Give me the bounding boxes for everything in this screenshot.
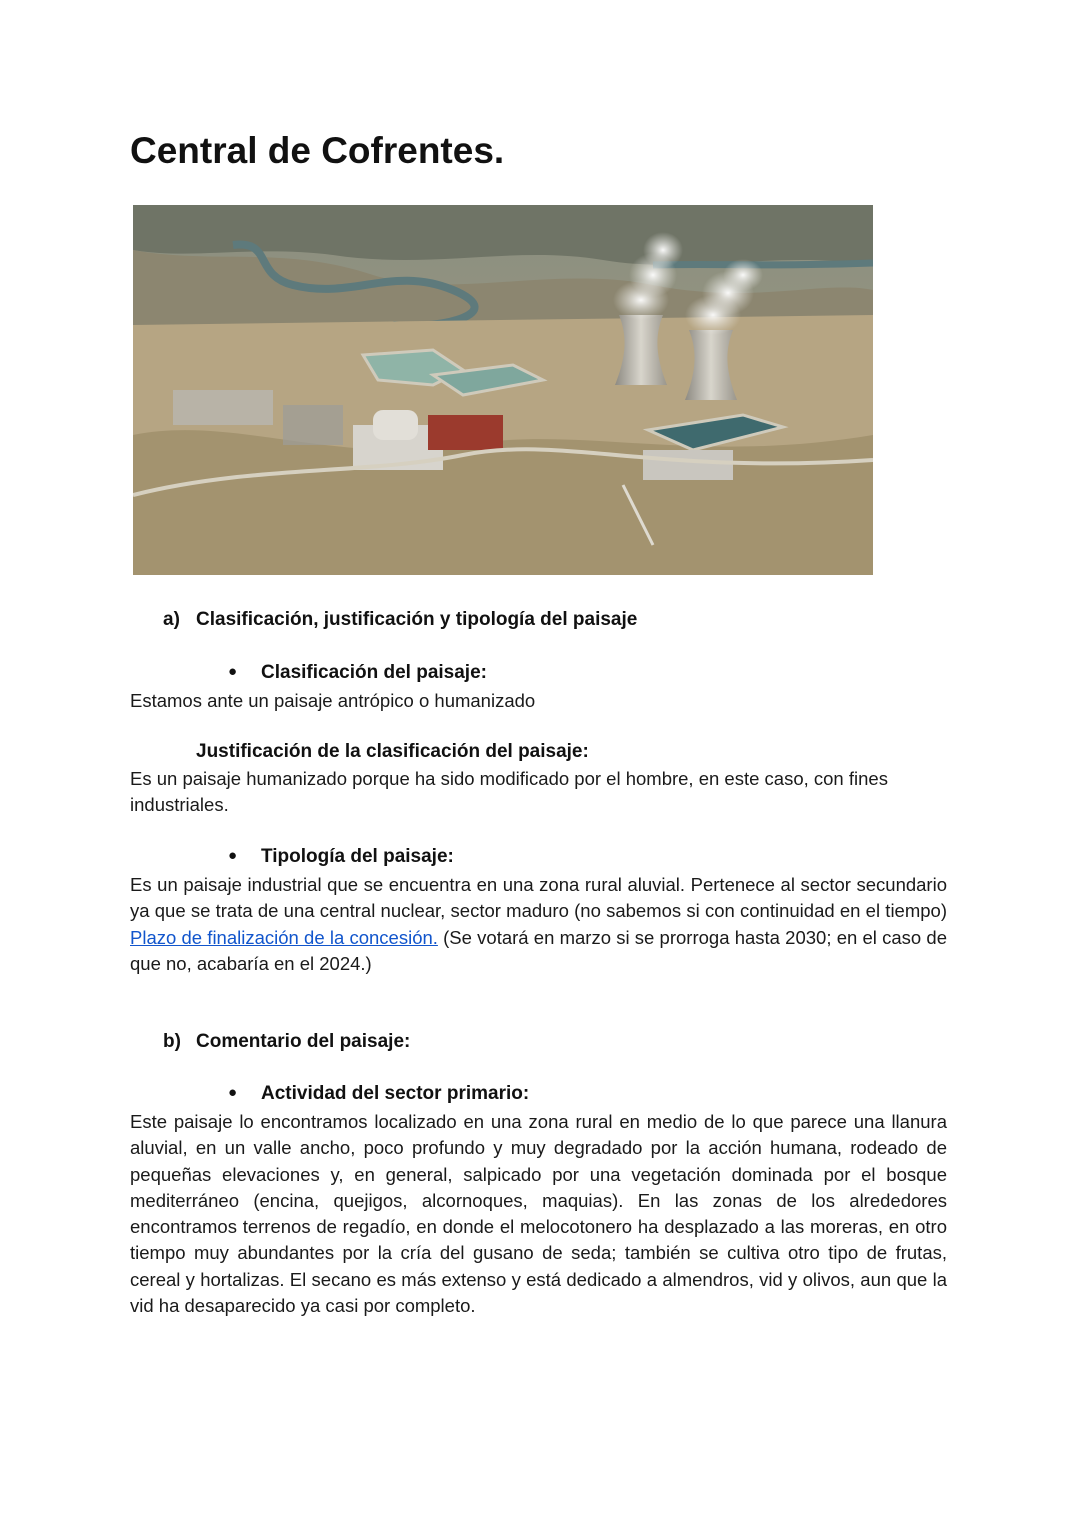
primary-sector-heading [228, 1083, 529, 1105]
section-a-title: Clasificación, justificación y tipología del paisaje [196, 609, 638, 630]
primary-sector-title: Actividad del sector primario: [261, 1083, 530, 1104]
section-a-marker: a) [163, 609, 180, 630]
page-title: Central de Cofrentes. [130, 130, 505, 171]
primary-sector-text: Este paisaje lo encontramos localizado en una zona rural en medio de lo que parece una llanura aluvial, en un valle ancho, poco profundo y muy degradado por la acción humana, rodeado de pequeñas elevaciones y, en general, salpicado por una vegetación dominada por el bosque mediterráneo (encina, quejigos, alcornoques, maquias). En las zonas de los alrededores encontramos terrenos de regadío, en donde el melocotonero ha desplazado a las moreras, en otro tiempo muy abundantes por la cría del gusano de seda; también se cultiva otro tipo de frutas, cereal y hortalizas. El secano es más extenso y está dedicado a almendros, vid y olivos, aun que la vid ha desaparecido ya casi por completo. [130, 1111, 947, 1317]
section-b-marker: b) [163, 1031, 181, 1052]
classification-heading [228, 662, 487, 684]
section-b-heading [163, 1031, 410, 1053]
justification-text: Es un paisaje humanizado porque ha sido modificado por el hombre, en este caso, con fines industriales. [130, 768, 888, 816]
section-b-title: Comentario del paisaje: [196, 1031, 411, 1052]
bullet-icon: ● [228, 663, 238, 680]
typology-title: Tipología del paisaje: [261, 846, 454, 867]
power-plant-photo [133, 205, 873, 575]
bullet-icon: ● [228, 1084, 238, 1101]
concession-link[interactable]: Plazo de finalización de la concesión. [130, 926, 438, 948]
typology-text [130, 872, 947, 977]
typology-text-after: (Se votará en marzo si se prorroga hasta 2030; en el caso de que no, acabaría en el 2024.) [130, 926, 948, 974]
justification-heading: Justificación de la clasificación del paisaje: [196, 741, 589, 762]
typology-text-before: Es un paisaje industrial que se encuentra en una zona rural aluvial. Pertenece al sector secundario ya que se trata de una central nuclear, sector maduro (no sabemos si con continuidad en el tiempo) [130, 874, 947, 922]
bullet-icon: ● [228, 847, 238, 864]
section-a-heading [163, 609, 637, 631]
typology-heading [228, 846, 454, 868]
classification-title: Clasificación del paisaje: [261, 662, 487, 683]
classification-text: Estamos ante un paisaje antrópico o humanizado [130, 690, 536, 711]
